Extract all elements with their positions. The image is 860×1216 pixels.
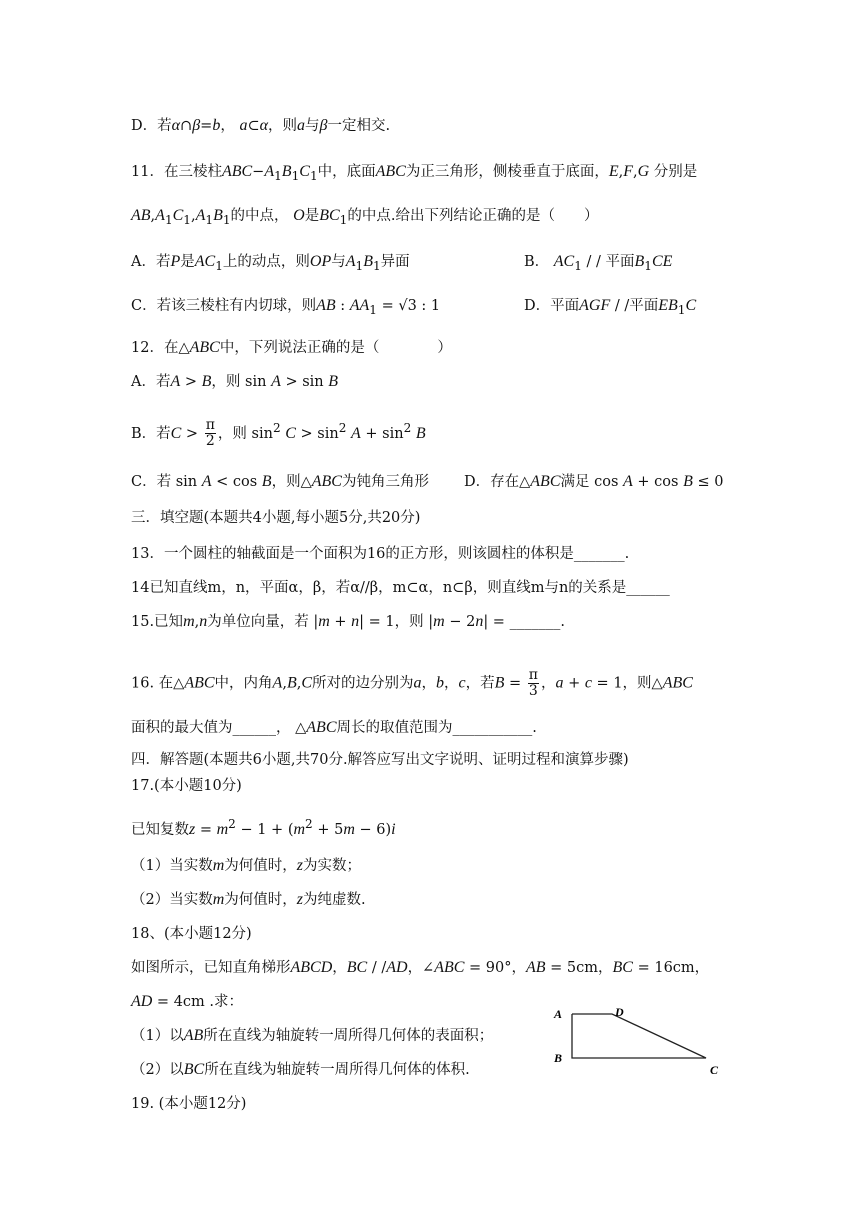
question-11-option-d: D．平面AGF / /平面$EB_1C$ [524,297,697,317]
option-d-q10: D．若α∩β=b， a⊂α，则a与β一定相交. [131,117,391,134]
trapezoid-outline [572,1014,706,1058]
question-12-option-b: B．若C > $\frac{\pi}{2}$ ，则 $\sin^2 C > \sin^2 A + \sin^2 B$ [131,417,426,450]
question-12-option-a: A．若A > B，则 sin A > sin B [131,373,339,390]
question-12: 12．在△ABC中，下列说法正确的是（ ） [131,339,452,356]
question-18-part2: （2）以BC所在直线为轴旋转一周所得几何体的体积. [131,1061,470,1078]
question-16-line2: 面积的最大值为______， △ABC周长的取值范围为___________. [131,719,537,736]
question-16-line1: 16. 在△ABC中，内角A,B,C所对的边分别为a，b，c，若B = $\frac{\pi}{3}$ ，a + c = 1，则△ABC [131,667,693,699]
question-11-option-c: C．若该三棱柱有内切球，则AB : $AA_1 = √3$ : 1 [131,297,441,317]
question-12-option-d: D．存在△ABC满足 cos A + cos B ≤ 0 [464,473,724,490]
label-D: D [615,1005,624,1019]
question-17-header: 17.(本小题10分) [131,778,242,794]
question-18-stem-line2: AD = 4cm .求： [131,993,244,1010]
question-17-part1: （1）当实数m为何值时，z为实数； [131,857,362,874]
trapezoid-figure [548,1000,728,1080]
question-13: 13．一个圆柱的轴截面是一个面积为16的正方形，则该圆柱的体积是_______. [131,546,630,562]
label-B: B [554,1051,563,1065]
question-17-part2: （2）当实数m为何值时，z为纯虚数. [131,891,366,908]
label-C: C [710,1063,719,1077]
question-18-part1: （1）以AB所在直线为轴旋转一周所得几何体的表面积； [131,1027,494,1044]
question-11-line1: 11．在三棱柱$ABC-A_1B_1C_1$中，底面ABC为正三角形，侧棱垂直于底面，E,F,G 分别是 [131,163,698,183]
question-11-line2: $AB,A_1C_1,A_1B_1$的中点， O是$BC_1$的中点.给出下列结论正确的是（ ） [131,207,599,227]
section-4-heading: 四．解答题(本题共6小题,共70分.解答应写出文字说明、证明过程和演算步骤) [131,752,629,768]
question-18-stem-line1: 如图所示，已知直角梯形ABCD，BC / /AD，∠ABC = 90°，AB = 5cm，BC = 16cm， [131,959,710,976]
question-18-header: 18、(本小题12分) [131,926,252,942]
label-A: A [554,1007,563,1021]
question-15: 15.已知m,n为单位向量，若 |m + n| = 1，则 |m − 2n| = _______. [131,613,565,630]
section-3-heading: 三．填空题(本题共4小题,每小题5分,共20分) [131,510,421,526]
question-11-option-a: A．若P是$AC_1$上的动点，则OP与$A_1B_1$异面 [131,253,410,273]
question-14: 14已知直线m，n，平面α，β，若α//β，m⊂α，n⊂β，则直线m与n的关系是______ [131,580,670,596]
question-17-stem: 已知复数$z = m^2 - 1 + (m^2 + 5m - 6)i$ [131,817,396,838]
question-11-option-b: B． $AC_1$ / / 平面$B_1CE$ [524,253,673,273]
question-19-header: 19. (本小题12分) [131,1096,247,1112]
question-12-option-c: C．若 sin A < cos B，则△ABC为钝角三角形 [131,473,429,490]
